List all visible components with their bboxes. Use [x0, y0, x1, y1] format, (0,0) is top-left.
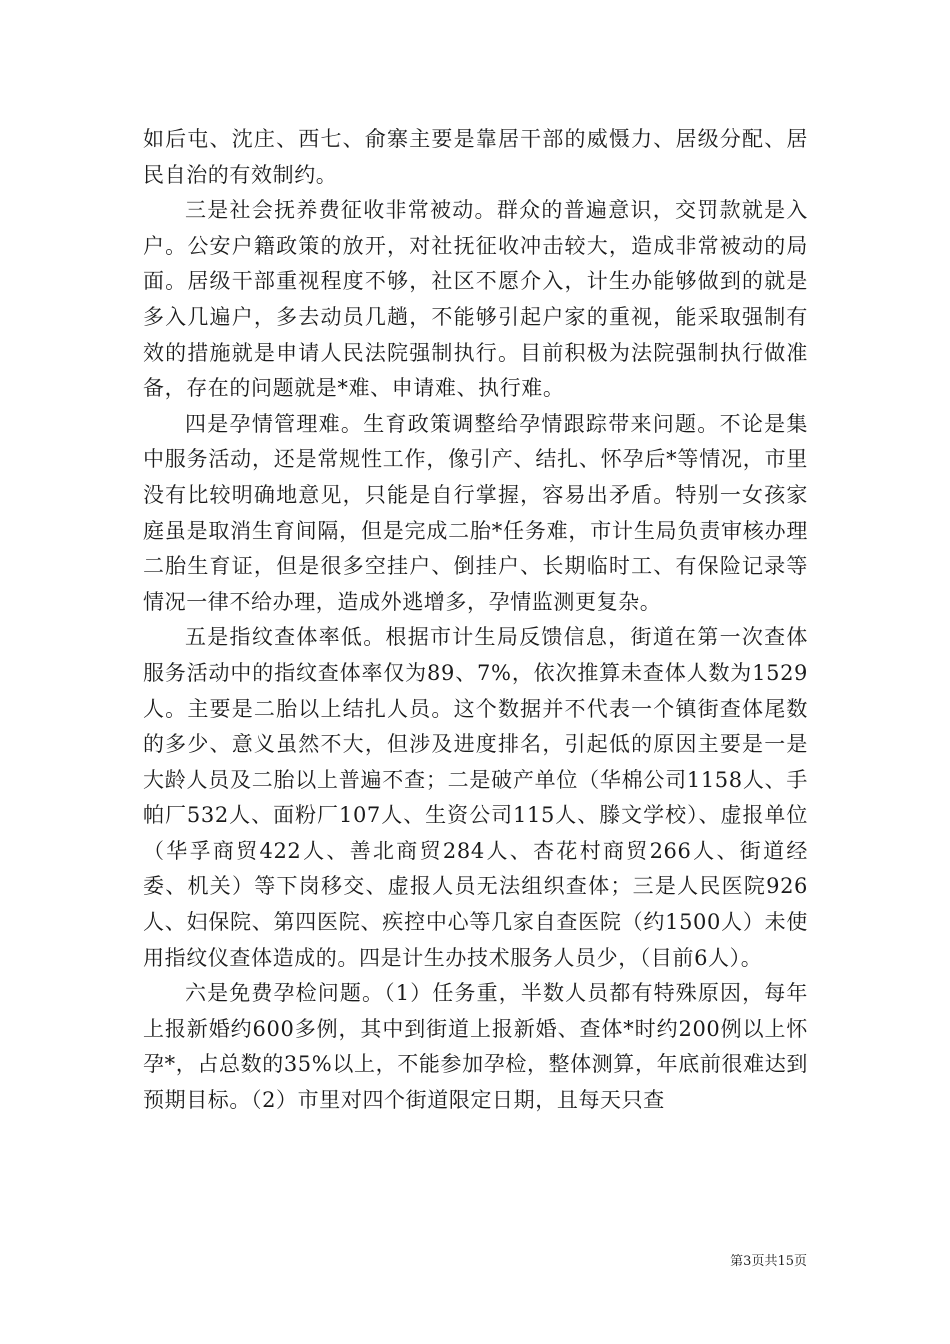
- page-number-footer: 第3页共15页: [730, 1254, 807, 1269]
- paragraph-2: 三是社会抚养费征收非常被动。群众的普遍意识，交罚款就是入户。公安户籍政策的放开，对社抚征收冲击较大，造成非常被动的局面。居级干部重视程度不够，社区不愿介入，计生办能够做到的就是多入几遍户，多去动员几趟，不能够引起户家的重视，能采取强制有效的措施就是申请人民法院强制执行。目前积极为法院强制执行做准备，存在的问题就是*难、申请难、执行难。: [143, 198, 808, 401]
- document-body: [143, 122, 808, 1119]
- paragraph-5: 六是免费孕检问题。（1）任务重，半数人员都有特殊原因，每年上报新婚约600多例，其中到街道上报新婚、查体*时约200例以上怀孕*，占总数的35%以上，不能参加孕检，整体测算，年底前很难达到预期目标。（2）市里对四个街道限定日期，且每天只查: [143, 981, 808, 1113]
- paragraph-4: 五是指纹查体率低。根据市计生局反馈信息，街道在第一次查体服务活动中的指纹查体率仅为89、7%，依次推算未查体人数为1529人。主要是二胎以上结扎人员。这个数据并不代表一个镇街查体尾数的多少、意义虽然不大，但涉及进度排名，引起低的原因主要是一是大龄人员及二胎以上普遍不查；二是破产单位（华棉公司1158人、手帕厂532人、面粉厂107人、生资公司115人、滕文学校）、虚报单位（华孚商贸422人、善北商贸284人、杏花村商贸266人、街道经委、机关）等下岗移交、虚报人员无法组织查体；三是人民医院926人、妇保院、第四医院、疾控中心等几家自查医院（约1500人）未使用指纹仪查体造成的。四是计生办技术服务人员少，（目前6人）。: [143, 625, 808, 970]
- paragraph-3: 四是孕情管理难。生育政策调整给孕情跟踪带来问题。不论是集中服务活动，还是常规性工作，像引产、结扎、怀孕后*等情况，市里没有比较明确地意见，只能是自行掌握，容易出矛盾。特别一女孩家庭虽是取消生育间隔，但是完成二胎*任务难，市计生局负责审核办理二胎生育证，但是很多空挂户、倒挂户、长期临时工、有保险记录等情况一律不给办理，造成外逃增多，孕情监测更复杂。: [143, 411, 808, 614]
- paragraph-1: 如后屯、沈庄、西七、俞寨主要是靠居干部的威慑力、居级分配、居民自治的有效制约。: [143, 127, 808, 187]
